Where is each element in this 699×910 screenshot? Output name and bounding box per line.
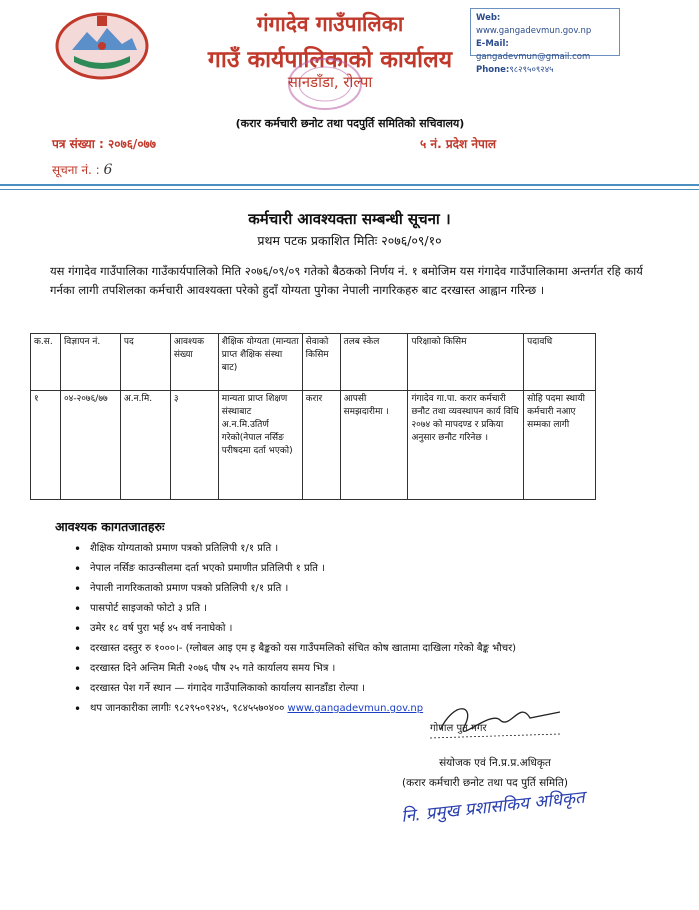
table-cell: गंगादेव गा.पा. करार कर्मचारी छनौट तथा व्यवस्थापन कार्य विधि २०७४ को मापदण्ड र प्रकिया अनुसार छनौट गरिनेछ ।	[408, 391, 524, 500]
list-item: • शैक्षिक योग्यताको प्रमाण पत्रको प्रतिलिपी १/१ प्रति ।	[90, 542, 645, 556]
header-divider-thin	[0, 189, 699, 190]
column-header: परिक्षाको किसिम	[408, 334, 524, 391]
list-item: • उमेर १८ वर्ष पुरा भई ४५ वर्ष ननाघेको ।	[90, 622, 645, 636]
table-header-row	[31, 334, 596, 391]
table-cell: करार	[302, 391, 340, 500]
column-header: तलब स्केल	[340, 334, 408, 391]
column-header: पदावधि	[524, 334, 596, 391]
column-header: पद	[120, 334, 170, 391]
notice-title: कर्मचारी आवश्यक्ता सम्बन्धी सूचना ।	[248, 210, 451, 228]
contact-box	[470, 8, 620, 75]
table-cell: ३	[170, 391, 218, 500]
notice-intro-paragraph: यस गंगादेव गाउँपालिका गाउँकार्यपालिको मिति २०७६/०९/०९ गतेको बैठकको निर्णय नं. १ बमोजिम यस गंगादेव गाउँपालिकामा अन्तर्गत रहि कार्य गर्नका लागी तपशिलका कर्मचारी आवश्यक्ता परेको हुदाँ योग्यता पुगेका नेपाली नागरिकहरु बाट दरखास्त आह्वान गरिन्छ ।	[50, 264, 643, 297]
website-link[interactable]: www.gangadevmun.gov.np	[287, 703, 424, 714]
web-label: Web:	[476, 13, 501, 23]
table-cell: मान्यता प्राप्त शिक्षण संस्थाबाट अ.न.मि.उतिर्ण गरेको(नेपाल नर्सिङ परीषदमा दर्ता भएको)	[218, 391, 302, 500]
column-header: शैक्षिक योग्यता (मान्यता प्राप्त शैक्षिक संस्था बाट)	[218, 334, 302, 391]
nepal-emblem-logo	[52, 10, 152, 82]
contact-phones: थप जानकारीका लागीः ९८२९५०९२४५, ९८४५५७०४००	[90, 703, 285, 714]
required-documents-heading: आवश्यक कागतजातहरुः	[55, 519, 165, 534]
office-address: सानडाँडा, रोल्पा	[287, 73, 373, 91]
phone-label: Phone:	[476, 65, 510, 75]
web-address: www.gangadevmun.gov.np	[476, 26, 592, 36]
signatory-role: संयोजक एवं नि.प्र.प्र.अधिकृत	[439, 757, 551, 769]
signatory-name: गोपाल पुन मगर	[430, 723, 487, 734]
table-cell: ०४-२०७६/७७	[60, 391, 120, 500]
email-address: gangadevmun@gmail.com	[476, 52, 591, 62]
committee-secretariat: (करार कर्मचारी छनोट तथा पदपुर्ति समितिको सचिवालय)	[235, 117, 465, 130]
header-divider	[0, 184, 699, 186]
notice-number-label: सूचना नं. :	[52, 163, 100, 177]
notice-number	[52, 161, 112, 178]
column-header: क.स.	[31, 334, 61, 391]
phone-number: ९८२९५०९२४५	[509, 65, 554, 75]
office-name: गाउँ कार्यपालिकाको कार्यालय	[207, 47, 453, 73]
list-item: • नेपाली नागरिकताको प्रमाण पत्रको प्रतिलिपी १/१ प्रति ।	[90, 582, 645, 596]
column-header: आवश्यक संख्या	[170, 334, 218, 391]
list-item: • दरखास्त दस्तुर रु १०००।- (ग्लोबल आइ एम इ बैङ्कको यस गाउँपमलिको संचित कोष खातामा दाखिला गरेको बैङ्क भौचर)	[90, 642, 645, 656]
table-cell: सोहि पदमा स्थायी कर्मचारी नआए सम्मका लागी	[524, 391, 596, 500]
list-item: • दरखास्त पेश गर्ने स्थान — गंगादेव गाउँपालिकाको कार्यालय सानडाँडा रोल्पा ।	[90, 682, 645, 696]
list-item: • नेपाल नर्सिङ काउन्सीलमा दर्ता भएको प्रमाणीत प्रतिलिपी १ प्रति ।	[90, 562, 645, 576]
signatory-committee: (करार कर्मचारी छनोट तथा पद पुर्ति समिति)	[402, 777, 568, 789]
list-item: • दरखास्त दिने अन्तिम मिती २०७६ पौष २५ गते कार्यालय समय भित्र ।	[90, 662, 645, 676]
email-label: E-Mail:	[476, 39, 509, 49]
table-cell: १	[31, 391, 61, 500]
notice-number-value: 6	[103, 162, 113, 178]
table-row	[31, 391, 596, 500]
list-item: • पासपोर्ट साइजको फोटो ३ प्रति ।	[90, 602, 645, 616]
province-name: ५ नं. प्रदेश नेपाल	[420, 137, 497, 151]
table-cell: आपसी समझदारीमा ।	[340, 391, 408, 500]
letter-number: पत्र संख्या : २०७६/०७७	[52, 137, 157, 151]
column-header: सेवाको किसिम	[302, 334, 340, 391]
vacancy-table	[30, 333, 596, 500]
column-header: विज्ञापन नं.	[60, 334, 120, 391]
publish-date: प्रथम पटक प्रकाशित मितिः २०७६/०९/१०	[257, 233, 442, 248]
table-cell: अ.न.मि.	[120, 391, 170, 500]
handwritten-note: नि. प्रमुख प्रशासकिय अधिकृत	[400, 787, 586, 827]
municipality-name: गंगादेव गाउँपालिका	[256, 12, 404, 36]
